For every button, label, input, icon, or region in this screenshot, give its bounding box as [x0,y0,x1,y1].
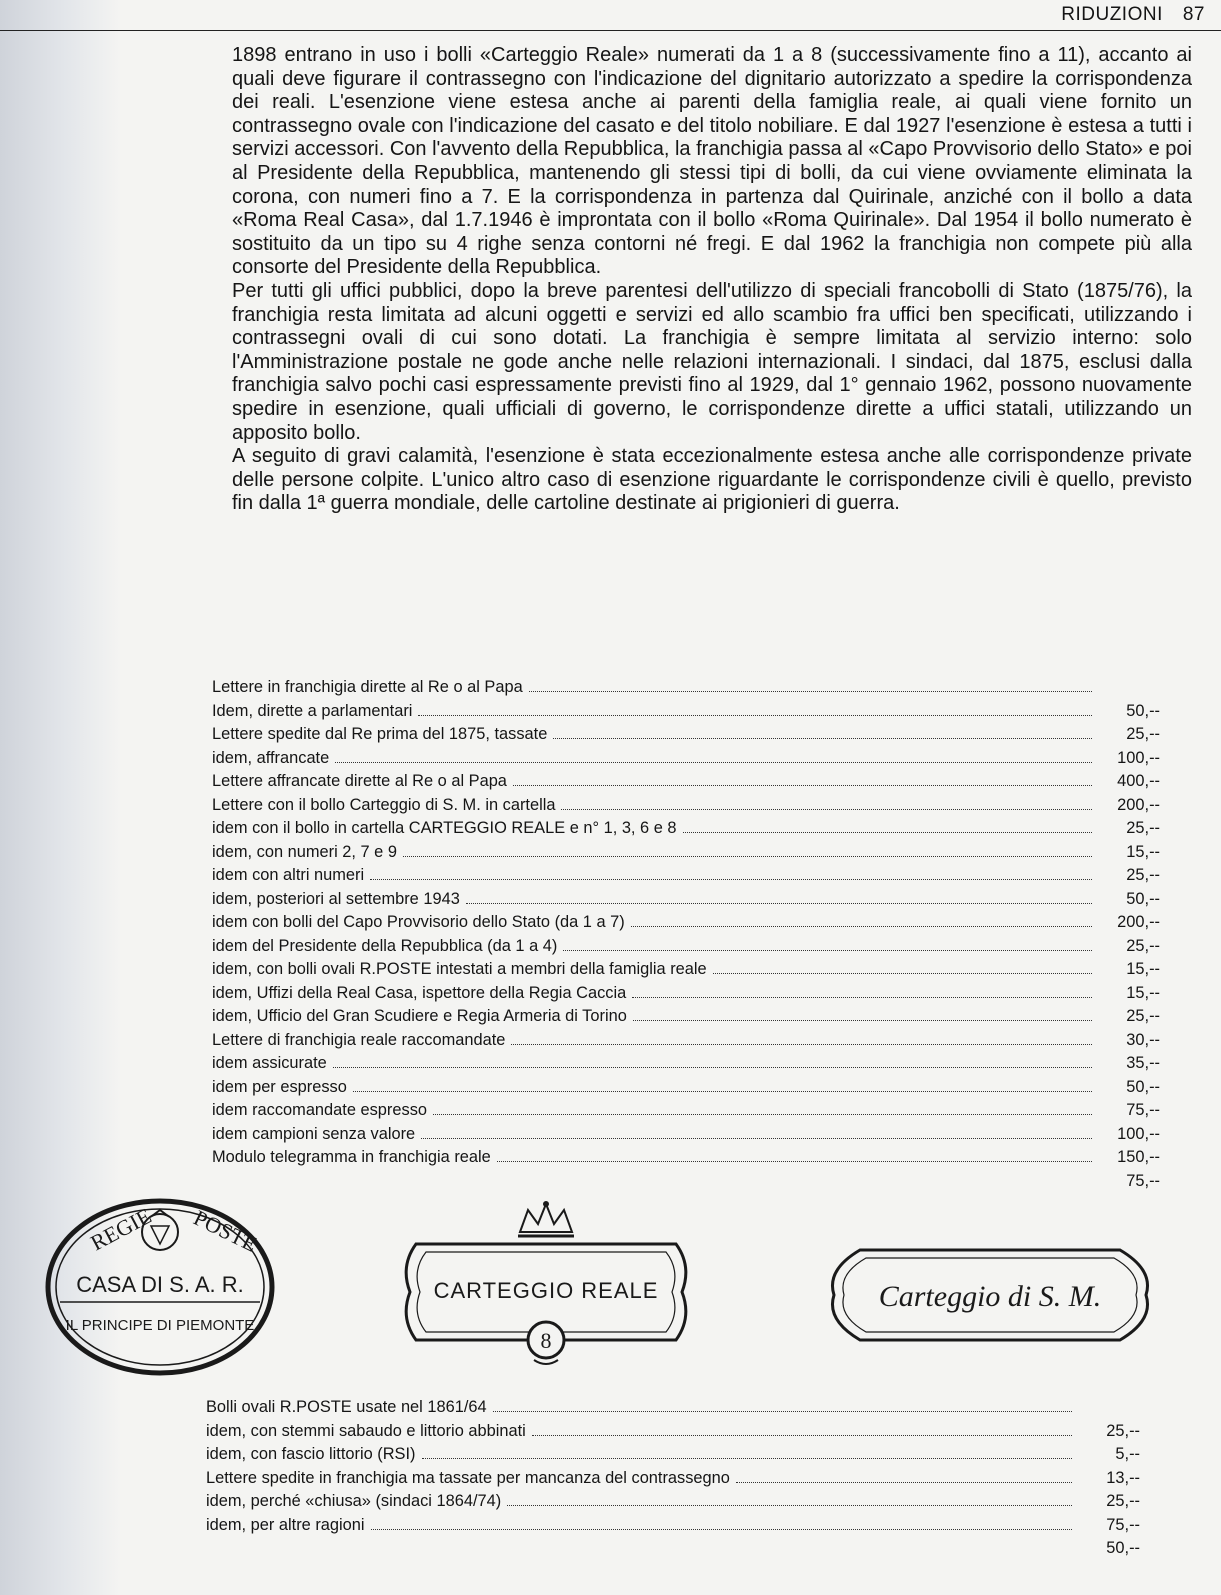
price-label: idem con altri numeri [212,866,365,884]
price-value: 25,-- [1126,866,1160,884]
price-row [206,1514,1140,1538]
price-label: idem, perché «chiusa» (sindaci 1864/74) [206,1492,502,1510]
price-label: idem, Uffizi della Real Casa, ispettore della Regia Caccia [212,983,627,1002]
leader-dots [553,738,1092,739]
leader-dots [529,691,1092,692]
leader-dots [683,832,1093,833]
price-label: Modulo telegramma in franchigia reale [212,1148,491,1166]
stamp-text-line2: IL PRINCIPE DI PIEMONTE [65,1317,255,1334]
price-row [206,1420,1140,1444]
regie-poste-stamp [40,1192,280,1382]
price-row [212,747,1160,771]
price-label: idem con bolli del Capo Provvisorio dello Stato (da 1 a 7) [212,913,625,931]
body-text [232,44,1192,516]
price-row [212,1146,1160,1170]
price-row [206,1396,1140,1420]
leader-dots [563,950,1092,951]
price-label: idem, con bolli ovali R.POSTE intestati a membri della famiglia reale [212,960,707,978]
stamp-number: 8 [540,1328,552,1353]
price-value: 25,-- [1126,1007,1160,1025]
stamp-text-carteggio-sm: Carteggio di S. M. [878,1280,1102,1313]
price-label: Bolli ovali R.POSTE usate nel 1861/64 [206,1398,487,1416]
leader-dots [422,1458,1072,1459]
price-row [212,1170,1160,1194]
leader-dots [633,1020,1092,1021]
price-list-bolli-ovali [206,1396,1140,1561]
price-value: 200,-- [1117,795,1160,814]
price-row [212,1052,1160,1076]
price-row [212,794,1160,818]
stamp-text-line1: CASA DI S. A. R. [76,1272,244,1297]
price-value: 25,-- [1126,936,1160,955]
price-label: idem, Ufficio del Gran Scudiere e Regia Armeria di Torino [212,1007,627,1025]
price-list-franchigia-reale [212,676,1160,1193]
leader-dots [466,903,1092,904]
price-value: 75,-- [1126,1101,1160,1119]
carteggio-sm-stamp [820,1240,1160,1350]
section-title: RIDUZIONI [1061,4,1163,25]
price-row [206,1490,1140,1514]
stamp-text-regie: REGIE [86,1202,156,1256]
price-label: idem, posteriori al settembre 1943 [212,889,460,908]
price-row [212,1029,1160,1053]
price-row [212,841,1160,865]
crown-icon [518,1201,574,1236]
paragraph: Per tutti gli uffici pubblici, dopo la breve parentesi dell'utilizzo di speciali francobolli di Stato (1875/76), la franchigia resta limitata ad alcuni oggetti e servizi ed allo scambio fra uffici ben specificati, utilizzando i contrassegni ovali di cui sono dotati. La franchigia è sempre limitata al servizio interno: solo l'Amministrazione postale ne gode anche nelle relazioni internazionali. I sindaci, dal 1875, esclusi dalla franchigia salvo pochi casi espressamente previsti fino al 1929, dal 1° gennaio 1962, possono nuovamente spedire in esenzione, quali ufficiali di governo, le corrispondenze dirette a uffici statali, utilizzando un apposito bollo. [232,279,1192,444]
price-row [212,958,1160,982]
price-value: 15,-- [1126,983,1160,1002]
price-row [206,1443,1140,1467]
leader-dots [632,997,1092,998]
price-row [212,723,1160,747]
price-label: Lettere in franchigia dirette al Re o al Papa [212,678,523,696]
leader-dots [333,1067,1092,1068]
price-label: idem, con fascio littorio (RSI) [206,1445,416,1463]
price-row [212,911,1160,935]
price-label: Lettere spedite dal Re prima del 1875, tassate [212,725,548,743]
paragraph: 1898 entrano in uso i bolli «Carteggio Reale» numerati da 1 a 8 (successivamente fino a 11), accanto ai quali deve figurare il contrassegno con l'indicazione del dignitario autorizzato a spedire la corrispondenza dei reali. L'esenzione viene estesa anche ai parenti della famiglia reale, ai quali viene fornito un contrassegno ovale con l'indicazione del casato e del titolo nobiliare. E dal 1927 l'esenzione è estesa a tutti i servizi accessori. Con l'avvento della Repubblica, la franchigia passa al «Capo Provvisorio dello Stato» e poi al Presidente della Repubblica, mantenendo gli stessi tipi di bolli, da cui viene ovviamente eliminata la corona, con numeri fino a 7. E la corrispondenza in partenza dal Quirinale, anziché con il bollo a data «Roma Real Casa», dal 1.7.1946 è improntata con il bollo «Roma Quirinale». Dal 1954 il bollo numerato è sostituito da un tipo su 4 righe senza contorni né fregi. E dal 1962 la franchigia non compete più alla consorte del Presidente della Repubblica. [232,44,1192,279]
price-row [212,1099,1160,1123]
price-label: Lettere affrancate dirette al Re o al Papa [212,772,507,790]
leader-dots [507,1505,1072,1506]
price-row [212,1005,1160,1029]
leader-dots [713,973,1092,974]
leader-dots [403,856,1092,857]
price-value: 25,-- [1126,725,1160,743]
price-value: 50,-- [1106,1539,1140,1557]
leader-dots [631,926,1092,927]
price-value: 15,-- [1126,842,1160,861]
price-label: Idem, dirette a parlamentari [212,701,413,720]
running-header [1061,4,1205,26]
price-row [212,864,1160,888]
price-row [212,676,1160,700]
price-label: Lettere con il bollo Carteggio di S. M. in cartella [212,795,556,814]
price-value: 100,-- [1117,1124,1160,1143]
leader-dots [418,715,1092,716]
price-value: 75,-- [1106,1515,1140,1534]
leader-dots [421,1138,1092,1139]
price-row [212,1076,1160,1100]
price-value: 35,-- [1126,1054,1160,1072]
price-value: 25,-- [1106,1492,1140,1510]
price-value: 25,-- [1106,1421,1140,1440]
page-number: 87 [1182,4,1205,25]
leader-dots [493,1411,1072,1412]
price-row [206,1537,1140,1561]
price-label: idem raccomandate espresso [212,1101,428,1119]
price-row [212,888,1160,912]
price-label: idem, affrancate [212,748,330,767]
price-value: 50,-- [1126,889,1160,908]
price-row [212,1123,1160,1147]
price-value: 200,-- [1117,913,1160,931]
price-row [212,935,1160,959]
price-value: 30,-- [1126,1030,1160,1049]
price-label: idem del Presidente della Repubblica (da 1 a 4) [212,936,558,955]
price-label: idem, con numeri 2, 7 e 9 [212,842,397,861]
price-label: idem assicurate [212,1054,327,1072]
price-value: 25,-- [1126,819,1160,837]
leader-dots [511,1044,1092,1045]
price-value: 50,-- [1126,701,1160,720]
stamp-text-carteggio-reale: CARTEGGIO REALE [433,1278,659,1303]
leader-dots [561,809,1092,810]
leader-dots [532,1435,1072,1436]
price-label: idem, per altre ragioni [206,1515,365,1534]
price-value: 13,-- [1106,1468,1140,1487]
price-row [212,982,1160,1006]
price-value: 100,-- [1117,748,1160,767]
leader-dots [513,785,1092,786]
leader-dots [433,1114,1092,1115]
header-rule [0,30,1221,31]
price-row [212,817,1160,841]
leader-dots [335,762,1092,763]
price-row [212,770,1160,794]
leader-dots [370,879,1092,880]
price-label: idem con il bollo in cartella CARTEGGIO REALE e n° 1, 3, 6 e 8 [212,819,677,837]
price-label: idem campioni senza valore [212,1124,416,1143]
leader-dots [736,1482,1072,1483]
leader-dots [497,1161,1092,1162]
price-row [212,700,1160,724]
price-label: idem per espresso [212,1077,347,1096]
price-value: 400,-- [1117,772,1160,790]
leader-dots [371,1529,1072,1530]
stamp-text-poste: POSTE [189,1204,262,1257]
price-value: 15,-- [1126,960,1160,978]
stamp-illustrations [40,1192,1180,1382]
price-value: 5,-- [1115,1445,1140,1463]
price-label: Lettere spedite in franchigia ma tassate per mancanza del contrassegno [206,1468,730,1487]
paragraph: A seguito di gravi calamità, l'esenzione è stata eccezionalmente estesa anche alle corrispondenze private delle persone colpite. L'unico altro caso di esenzione riguardante le corrispondenze civili è quello, previsto fin dalla 1ª guerra mondiale, delle cartoline destinate ai prigionieri di guerra. [232,445,1192,515]
leader-dots [353,1091,1092,1092]
price-label: idem, con stemmi sabaudo e littorio abbinati [206,1421,526,1440]
price-row [206,1467,1140,1491]
price-value: 50,-- [1126,1077,1160,1096]
price-value: 75,-- [1126,1171,1160,1190]
price-label: Lettere di franchigia reale raccomandate [212,1030,506,1049]
carteggio-reale-stamp [396,1200,696,1370]
price-value: 150,-- [1117,1148,1160,1166]
